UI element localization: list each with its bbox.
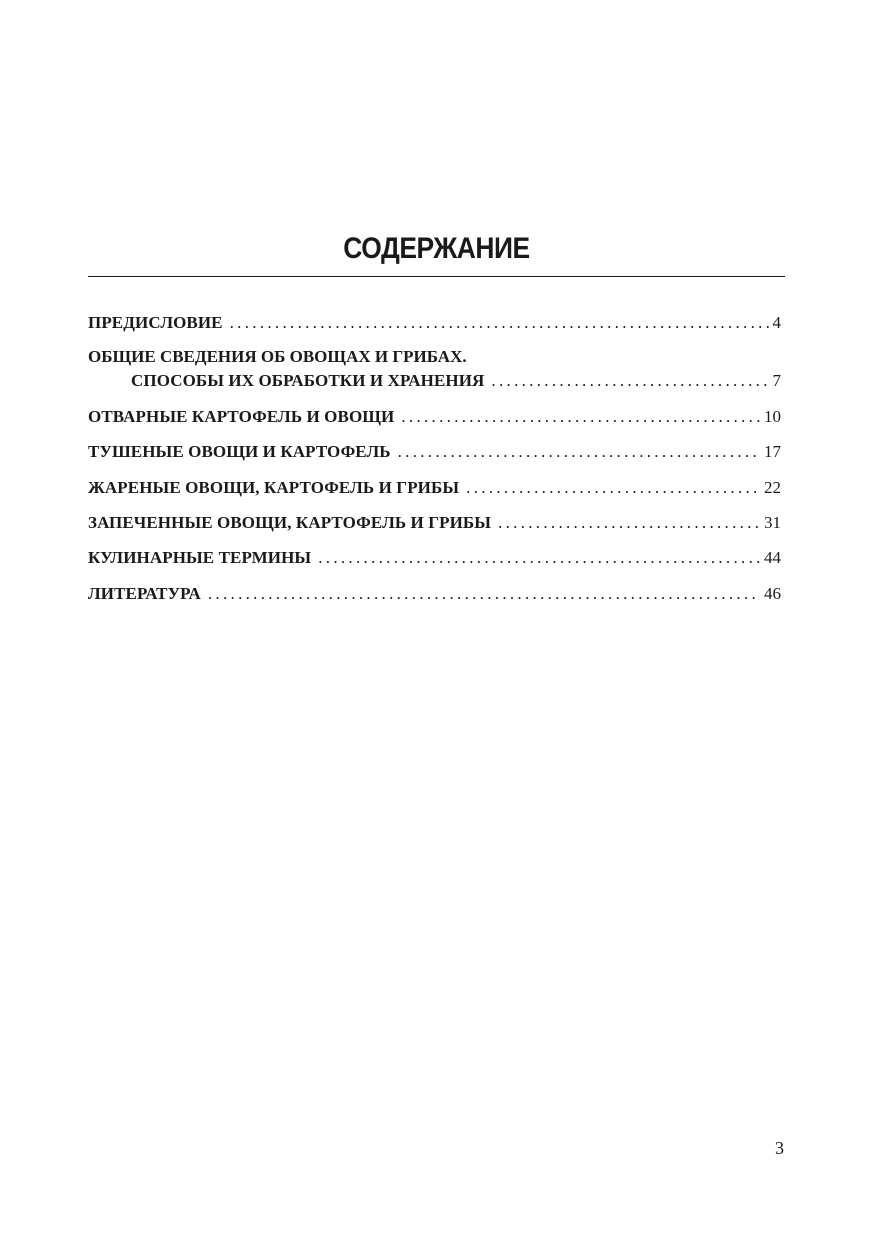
toc-entry-title: ПРЕДИСЛОВИЕ <box>88 313 223 332</box>
toc-entry-general-info <box>88 345 781 393</box>
dot-leader <box>398 440 760 464</box>
dot-leader <box>208 582 760 606</box>
dot-leader <box>230 311 769 335</box>
dot-leader <box>498 511 760 535</box>
toc-entry-page: 44 <box>764 548 781 567</box>
table-of-contents <box>88 311 781 603</box>
toc-entry-title-line2: СПОСОБЫ ИХ ОБРАБОТКИ И ХРАНЕНИЯ <box>131 371 485 390</box>
toc-entry-terms <box>88 546 781 570</box>
toc-entry-fried <box>88 476 781 500</box>
heading-divider <box>88 276 785 277</box>
toc-entry-literature <box>88 582 781 606</box>
toc-entry-page: 17 <box>764 442 781 461</box>
dot-leader <box>318 546 760 570</box>
toc-entry-page: 7 <box>772 371 781 390</box>
dot-leader <box>491 369 768 393</box>
toc-entry-page: 4 <box>772 313 781 332</box>
toc-entry-title: ЛИТЕРАТУРА <box>88 584 201 603</box>
page-title: СОДЕРЖАНИЕ <box>343 232 530 265</box>
toc-entry-page: 31 <box>764 513 781 532</box>
toc-entry-title: КУЛИНАРНЫЕ ТЕРМИНЫ <box>88 548 312 567</box>
toc-entry-title-line1: ОБЩИЕ СВЕДЕНИЯ ОБ ОВОЩАХ И ГРИБАХ. <box>88 347 467 366</box>
page-number: 3 <box>775 1138 784 1158</box>
dot-leader <box>466 476 760 500</box>
toc-entry-title: ТУШЕНЫЕ ОВОЩИ И КАРТОФЕЛЬ <box>88 442 391 461</box>
toc-entry-title: ЗАПЕЧЕННЫЕ ОВОЩИ, КАРТОФЕЛЬ И ГРИБЫ <box>88 513 492 532</box>
toc-entry-stewed <box>88 440 781 464</box>
toc-entry-boiled <box>88 405 781 429</box>
dot-leader <box>401 405 760 429</box>
toc-entry-page: 46 <box>764 584 781 603</box>
toc-entry-baked <box>88 511 781 535</box>
toc-entry-preface <box>88 311 781 335</box>
toc-entry-title: ЖАРЕНЫЕ ОВОЩИ, КАРТОФЕЛЬ И ГРИБЫ <box>88 478 460 497</box>
toc-entry-page: 10 <box>764 407 781 426</box>
toc-entry-page: 22 <box>764 478 781 497</box>
toc-entry-title: ОТВАРНЫЕ КАРТОФЕЛЬ И ОВОЩИ <box>88 407 395 426</box>
